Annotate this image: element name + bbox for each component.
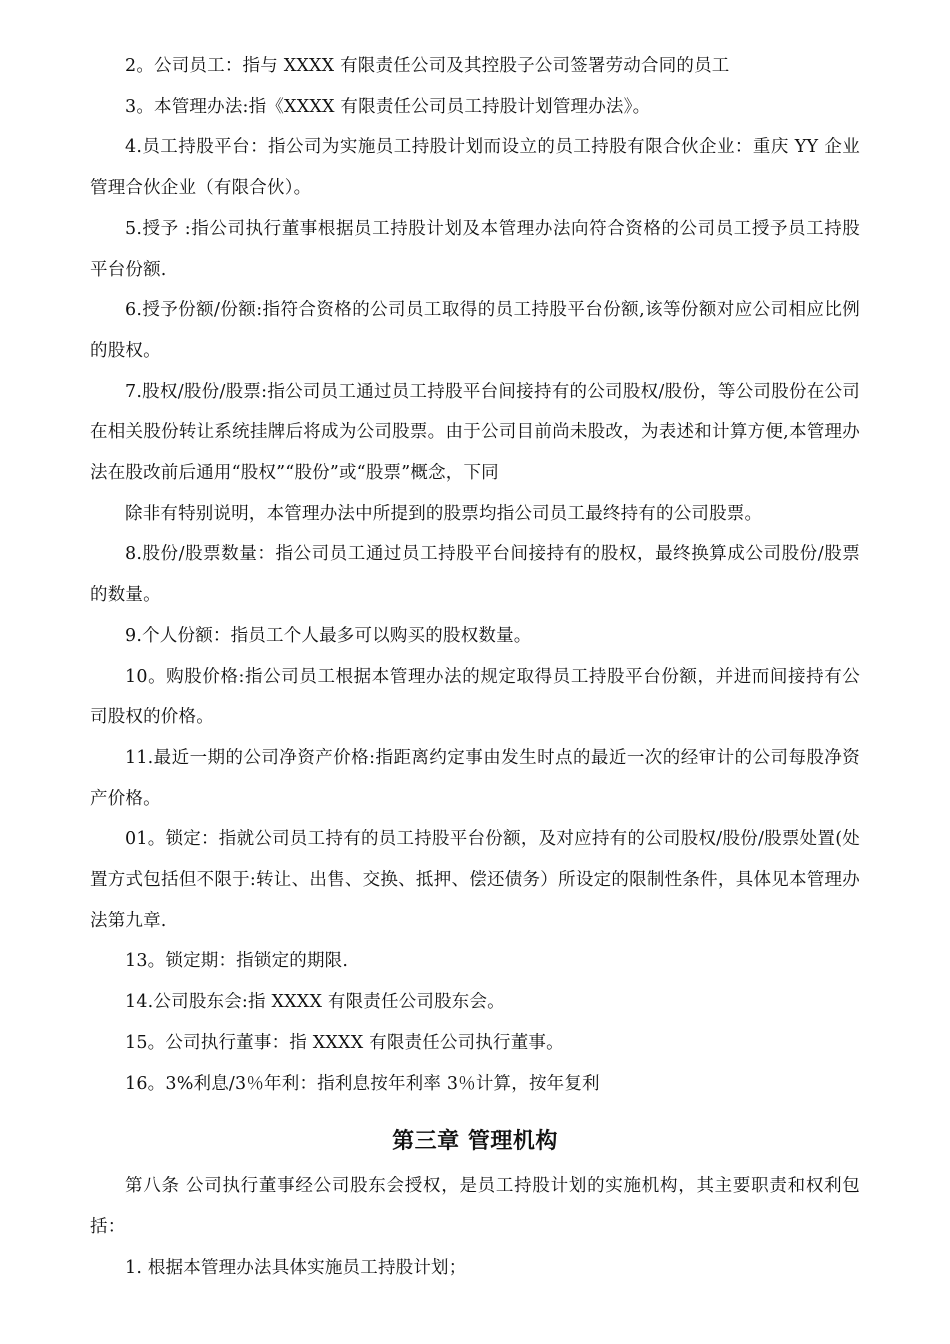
document-page xyxy=(90,46,860,1288)
definition-14: 14.公司股东会:指 XXXX 有限责任公司股东会。 xyxy=(125,992,505,1013)
definition-11: 11.最近一期的公司净资产价格:指距离约定事由发生时点的最近一次的经审计的公司每股净资产价格。 xyxy=(90,747,860,809)
definition-10: 10。购股价格:指公司员工根据本管理办法的规定取得员工持股平台份额，并进而间接持有公司股权的价格。 xyxy=(90,666,860,728)
definition-5: 5.授予 :指公司执行董事根据员工持股计划及本管理办法向符合资格的公司员工授予员工持股平台份额. xyxy=(90,218,860,280)
definition-15: 15。公司执行董事：指 XXXX 有限责任公司执行董事。 xyxy=(125,1032,564,1053)
article-8: 第八条 公司执行董事经公司股东会授权，是员工持股计划的实施机构，其主要职责和权利包括： xyxy=(90,1176,860,1237)
chapter-title: 第三章 管理机构 xyxy=(392,1129,558,1155)
definition-16: 16。3%利息/3％年利：指利息按年利率 3％计算，按年复利 xyxy=(125,1073,600,1094)
definition-4: 4.员工持股平台：指公司为实施员工持股计划而设立的员工持股有限合伙企业：重庆 YY 企业管理合伙企业（有限合伙）。 xyxy=(90,137,860,199)
definition-6: 6.授予份额/份额:指符合资格的公司员工取得的员工持股平台份额,该等份额对应公司相应比例的股权。 xyxy=(90,300,860,361)
definition-9: 9.个人份额：指员工个人最多可以购买的股权数量。 xyxy=(125,625,532,646)
definition-3: 3。本管理办法:指《XXXX 有限责任公司员工持股计划管理办法》。 xyxy=(125,96,651,117)
definition-7: 7.股权/股份/股票:指公司员工通过员工持股平台间接持有的公司股权/股份，等公司股份在公司在相关股份转让系统挂牌后将成为公司股票。由于公司目前尚未股改，为表述和计算方便,本管理办法在股改前后通用“股权”“股份”或“股票”概念，下同 xyxy=(90,381,860,484)
definition-7-note: 除非有特别说明，本管理办法中所提到的股票均指公司员工最终持有的公司股票。 xyxy=(125,503,763,524)
article-8-item-1: 1. 根据本管理办法具体实施员工持股计划； xyxy=(125,1257,467,1278)
definition-8: 8.股份/股票数量：指公司员工通过员工持股平台间接持有的股权，最终换算成公司股份/股票的数量。 xyxy=(90,544,860,606)
definition-13: 13。锁定期：指锁定的期限. xyxy=(125,951,349,972)
definition-12: 01。锁定：指就公司员工持有的员工持股平台份额，及对应持有的公司股权/股份/股票处置(处置方式包括但不限于:转让、出售、交换、抵押、偿还债务）所设定的限制性条件，具体见本管理办法第九章. xyxy=(90,829,860,931)
definition-2: 2。公司员工：指与 XXXX 有限责任公司及其控股子公司签署劳动合同的员工 xyxy=(125,56,730,76)
